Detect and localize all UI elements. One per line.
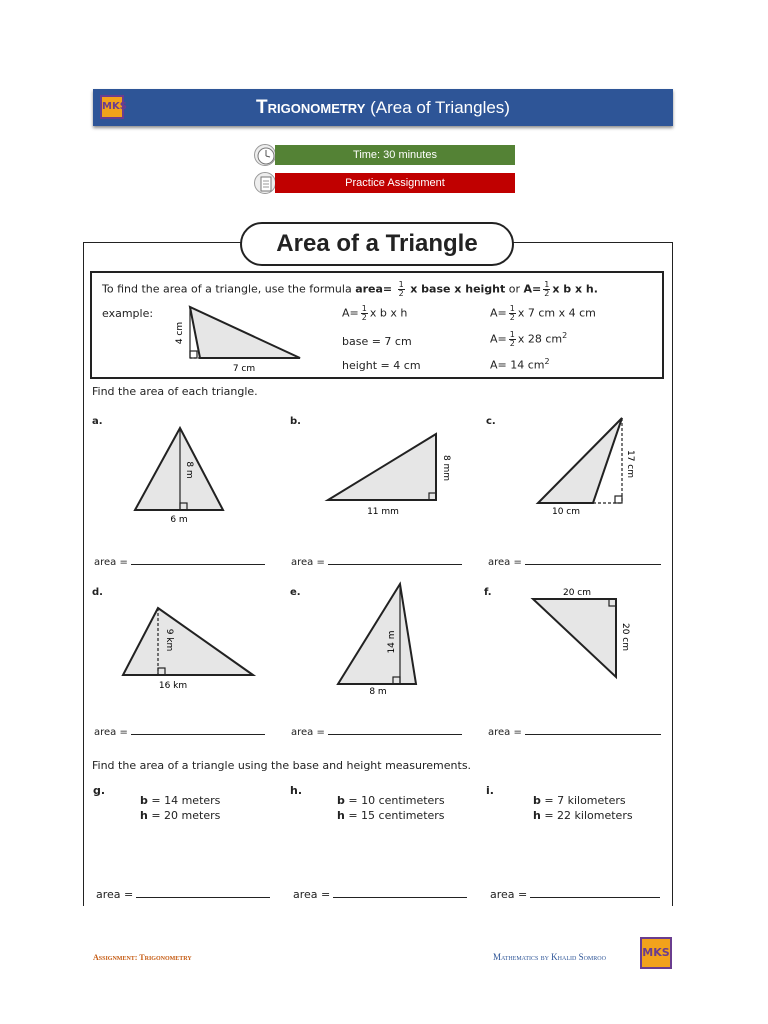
problem-f-label: f. xyxy=(484,587,492,598)
area-answer-d[interactable]: area = xyxy=(94,727,265,738)
formula-line xyxy=(102,281,598,298)
time-bar: Time: 30 minutes xyxy=(275,145,515,165)
example-calc-2: A= $\frac{1}{2}$ x 28 $cm^2$ xyxy=(490,330,568,349)
formula-rest: x b x h. xyxy=(552,282,598,296)
area-answer-e[interactable]: area = xyxy=(291,727,462,738)
instruction-2: Find the area of a triangle using the base and height measurements. xyxy=(92,759,472,772)
triangle-b-height: 8 mm xyxy=(441,454,451,482)
logo-icon: MKS xyxy=(100,95,124,119)
problem-i-label: i. xyxy=(486,784,494,797)
example-step-1: A= $\frac{1}{2}$ x b x h xyxy=(342,304,408,322)
formula-a-eq: A= xyxy=(523,282,542,296)
triangle-c-height: 17 cm xyxy=(625,449,635,479)
problem-i-values: b = 7 kilometers h = 22 kilometers xyxy=(533,794,633,822)
example-label: example: xyxy=(102,307,154,320)
page-title xyxy=(93,97,673,119)
problem-b-label: b. xyxy=(290,416,301,427)
area-answer-i[interactable]: area = xyxy=(490,888,660,901)
fraction-half: $\frac{1}{2}$ xyxy=(544,280,550,298)
triangle-b-base: 11 mm xyxy=(367,507,399,517)
example-triangle xyxy=(172,303,312,374)
title-sub: (Area of Triangles) xyxy=(370,98,510,117)
triangle-f-height: 20 cm xyxy=(620,622,630,652)
problem-g-values: b = 14 meters h = 20 meters xyxy=(140,794,221,822)
triangle-c-base: 10 cm xyxy=(551,507,581,517)
fraction-half: $\frac{1}{2}$ xyxy=(398,280,404,298)
triangle-d-base: 16 km xyxy=(158,681,188,691)
formula-intro: To find the area of a triangle, use the formula xyxy=(102,282,352,296)
clock-icon xyxy=(254,144,276,166)
formula-area-word: area= xyxy=(355,282,393,296)
triangle-d xyxy=(115,600,260,695)
worksheet-title: Area of a Triangle xyxy=(240,222,514,266)
area-answer-f[interactable]: area = xyxy=(488,727,661,738)
triangle-e-height: 14 m xyxy=(387,630,397,654)
example-base-value: base = 7 cm xyxy=(342,335,412,348)
triangle-f-base: 20 cm xyxy=(562,588,592,598)
triangle-e xyxy=(330,580,430,695)
area-answer-g[interactable]: area = xyxy=(96,888,270,901)
footer-assignment: Assignment: Trigonometry xyxy=(93,953,192,962)
problem-g-label: g. xyxy=(93,784,106,797)
instruction-1: Find the area of each triangle. xyxy=(92,385,258,398)
triangle-f xyxy=(525,585,645,685)
example-base: 7 cm xyxy=(232,364,256,374)
problem-c-label: c. xyxy=(486,416,496,427)
problem-a-label: a. xyxy=(92,416,103,427)
assignment-bar: Practice Assignment xyxy=(275,173,515,193)
header-banner xyxy=(93,89,673,126)
problem-h-values: b = 10 centimeters h = 15 centimeters xyxy=(337,794,445,822)
formula-or: or xyxy=(508,282,521,296)
area-answer-c[interactable]: area = xyxy=(488,557,661,568)
footer-logo-icon: MKS xyxy=(640,937,672,969)
footer-author: Mathematics by Khalid Somroo xyxy=(493,952,606,962)
triangle-d-height: 9 km xyxy=(164,628,174,652)
problem-h-label: h. xyxy=(290,784,303,797)
title-main: Trigonometry xyxy=(256,97,366,118)
triangle-a-base: 6 m xyxy=(170,515,188,525)
area-answer-b[interactable]: area = xyxy=(291,557,462,568)
area-answer-a[interactable]: area = xyxy=(94,557,265,568)
triangle-a-height: 8 m xyxy=(184,461,194,479)
triangle-a xyxy=(125,422,235,527)
problem-e-label: e. xyxy=(290,587,301,598)
triangle-e-base: 8 m xyxy=(369,687,387,697)
example-calc-1: A= $\frac{1}{2}$ x 7 cm x 4 cm xyxy=(490,304,596,322)
triangle-b xyxy=(320,428,460,520)
example-height: 4 cm xyxy=(175,321,185,345)
problem-d-label: d. xyxy=(92,587,103,598)
clipboard-icon xyxy=(254,172,276,194)
formula-box xyxy=(90,271,664,379)
example-result: A= 14 $cm^2$ xyxy=(490,357,550,372)
formula-bold: x base x height xyxy=(410,282,506,296)
example-height-value: height = 4 cm xyxy=(342,359,421,372)
triangle-c xyxy=(530,414,645,519)
area-answer-h[interactable]: area = xyxy=(293,888,467,901)
